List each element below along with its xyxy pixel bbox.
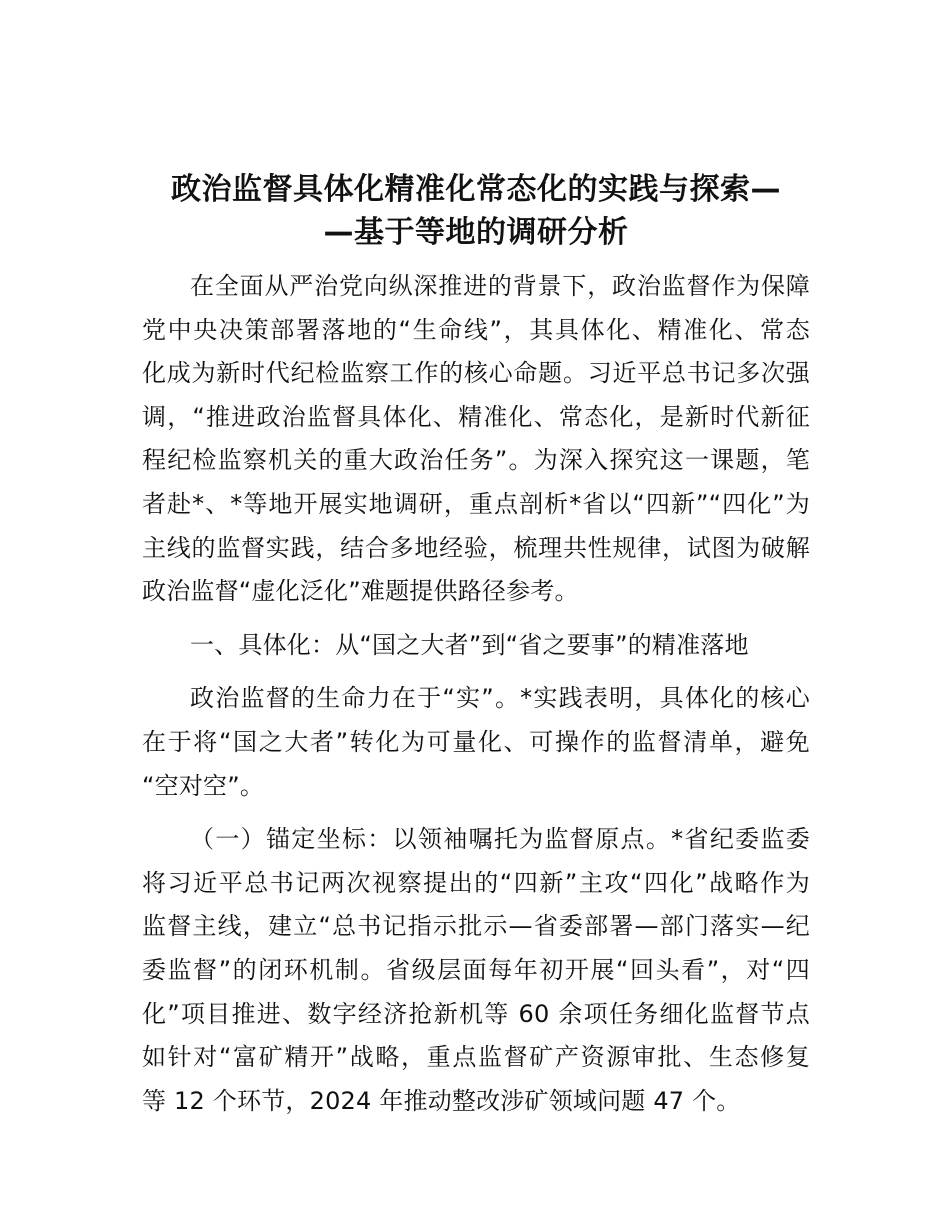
text-line: “空对空”。	[142, 771, 265, 800]
text-line: 如针对“富矿精开”战略，重点监督矿产资源审批、生态修复	[142, 1043, 810, 1072]
text-line: 化”项目推进、数字经济抢新机等 60 余项任务细化监督节点	[142, 999, 810, 1028]
text-line: （一）锚定坐标：以领袖嘱托为监督原点。*省纪委监委	[190, 825, 810, 854]
document-title	[142, 168, 810, 254]
text-line: 将习近平总书记两次视察提出的“四新”主攻“四化”战略作为	[142, 868, 810, 897]
text-line: 者赴*、*等地开展实地调研，重点剖析*省以“四新”“四化”为	[142, 489, 810, 518]
text-line: 程纪检监察机关的重大政治任务”。为深入探究这一课题，笔	[142, 446, 810, 475]
text-line: 化成为新时代纪检监察工作的核心命题。习近平总书记多次强	[142, 359, 810, 388]
text-line: 在全面从严治党向纵深推进的背景下，政治监督作为保障	[190, 272, 810, 300]
section-1-heading	[142, 624, 810, 668]
text-line: 委监督”的闭环机制。省级层面每年初开展“回头看”，对“四	[142, 955, 810, 984]
text-line: 主线的监督实践，结合多地经验，梳理共性规律，试图为破解	[142, 533, 810, 562]
text-line: 政治监督的生命力在于“实”。*实践表明，具体化的核心	[190, 684, 810, 713]
document-body	[142, 265, 810, 1123]
title-line-2: —基于等地的调研分析	[323, 215, 629, 250]
text-line: 调，“推进政治监督具体化、精准化、常态化，是新时代新征	[142, 402, 810, 431]
text-line: 等 12 个环节，2024 年推动整改涉矿领域问题 47 个。	[142, 1086, 741, 1115]
section-1-paragraph	[142, 677, 810, 808]
text-line: 政治监督“虚化泛化”难题提供路径参考。	[142, 577, 579, 606]
text-line: 党中央决策部署落地的“生命线”，其具体化、精准化、常态	[142, 315, 810, 344]
title-line-1: 政治监督具体化精准化常态化的实践与探索—	[171, 172, 781, 207]
intro-paragraph	[142, 265, 810, 614]
subsection-1-paragraph	[142, 818, 810, 1123]
text-line: 在于将“国之大者”转化为可量化、可操作的监督清单，避免	[142, 727, 810, 756]
section-heading-text: 一、具体化：从“国之大者”到“省之要事”的精准落地	[190, 630, 749, 659]
text-line: 监督主线，建立“总书记指示批示—省委部署—部门落实—纪	[142, 912, 810, 941]
